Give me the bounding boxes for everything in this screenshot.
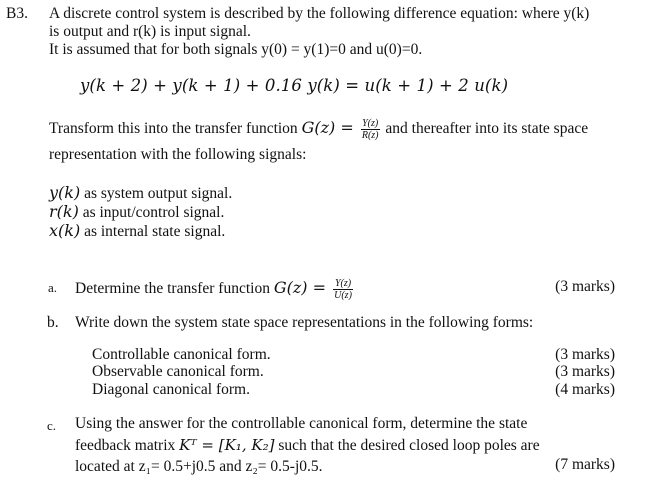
signal-description: as input/control signal. [78, 204, 225, 221]
transform-text-post: and thereafter into its state space [381, 120, 589, 138]
feedback-matrix: Kᵀ = [K₁, K₂] [179, 436, 275, 454]
signal-symbol: x(k) [49, 221, 81, 240]
part-a-marks: (3 marks) [555, 278, 615, 295]
signal-description: as internal state signal. [80, 223, 226, 240]
signal-symbol: y(k) [49, 183, 81, 202]
part-c-line-3: located at z₁= 0.5+j0.5 and z₂= 0.5-j0.5. [75, 458, 323, 475]
transfer-fraction [361, 118, 380, 141]
intro-line-2: is output and r(k) is input signal. [49, 23, 251, 40]
part-c-line-1: Using the answer for the controllable canonical form, determine the state [75, 415, 528, 432]
fraction-denominator: U(z) [334, 290, 352, 301]
transform-text: Transform this into the transfer function [49, 120, 302, 138]
question-number: B3. [6, 5, 28, 22]
part-a-label: a. [48, 280, 58, 295]
part-c-line-2-post: such that the desired closed loop poles are [274, 437, 540, 454]
intro-line-1: A discrete control system is described by the following difference equation: where y(k) [49, 5, 590, 22]
transform-line-1 [49, 118, 588, 141]
part-a-gz-symbol: G(z) = [273, 278, 332, 298]
part-a-instruction: Determine the transfer function [75, 280, 274, 298]
part-c-line-2 [75, 436, 540, 455]
signal-output [49, 183, 232, 203]
fraction-numerator: Y(z) [334, 278, 352, 289]
signal-input [49, 202, 224, 222]
transform-line-2: representation with the following signals: [49, 146, 307, 163]
form-observable-marks: (3 marks) [555, 363, 615, 380]
part-b-label: b. [47, 314, 59, 331]
fraction-numerator: Y(z) [362, 118, 379, 129]
part-c-label: c. [47, 418, 57, 433]
form-controllable: Controllable canonical form. [92, 346, 271, 363]
form-diagonal: Diagonal canonical form. [92, 381, 250, 398]
difference-equation: y(k + 2) + y(k + 1) + 0.16 y(k) = u(k + 1) + 2 u(k) [80, 76, 509, 95]
signal-state [49, 221, 225, 241]
transfer-function-symbol: G(z) = [301, 118, 359, 138]
fraction-denominator: R(z) [361, 130, 379, 141]
intro-line-3: It is assumed that for both signals y(0) = y(1)=0 and u(0)=0. [49, 41, 423, 58]
signal-description: as system output signal. [80, 185, 233, 202]
part-a-fraction [333, 278, 353, 301]
signal-symbol: r(k) [49, 202, 79, 221]
part-c-marks: (7 marks) [555, 456, 615, 473]
part-c-line-2-text: feedback matrix [75, 437, 180, 454]
part-a-text [75, 278, 355, 301]
form-observable: Observable canonical form. [92, 363, 264, 380]
form-diagonal-marks: (4 marks) [555, 381, 615, 398]
part-b-text: Write down the system state space representations in the following forms: [75, 314, 534, 331]
form-controllable-marks: (3 marks) [555, 346, 615, 363]
